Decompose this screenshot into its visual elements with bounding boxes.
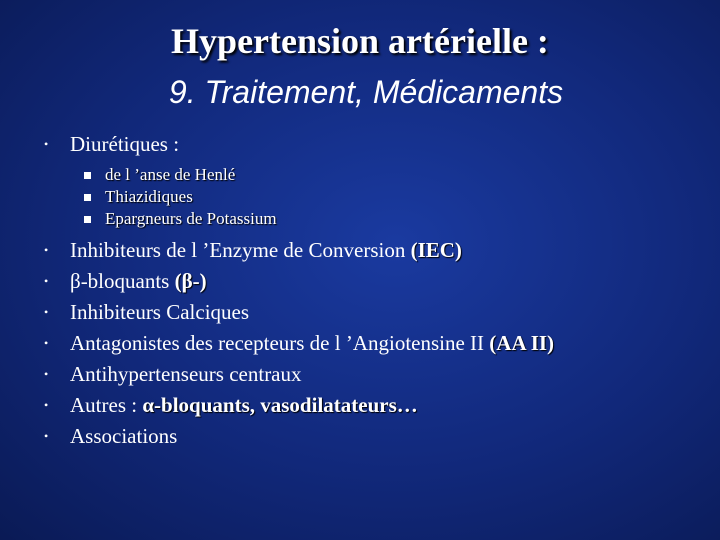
list-item-text: Diurétiques :	[70, 132, 180, 156]
list-item-calciques	[44, 297, 694, 328]
list-item-beta-bloquants	[44, 266, 694, 297]
bullet-icon: •	[44, 429, 49, 443]
list-item-text: Inhibiteurs Calciques	[70, 300, 250, 324]
list-item-text: Autres :	[70, 393, 143, 417]
list-item-emphasis: α-bloquants, vasodilatateurs…	[142, 393, 418, 417]
square-bullet-icon	[84, 216, 91, 223]
list-item-prefix: β	[70, 269, 81, 293]
list-item-autres	[44, 390, 694, 421]
sub-list	[84, 164, 694, 230]
bullet-icon: •	[44, 398, 49, 412]
bullet-list	[44, 129, 694, 452]
bullet-icon: •	[44, 137, 49, 151]
list-item-associations	[44, 421, 694, 452]
bullet-icon: •	[44, 367, 49, 381]
sub-item-text: de l ’anse de Henlé	[105, 165, 236, 184]
bullet-icon: •	[44, 274, 49, 288]
list-item-text: Antagonistes des recepteurs de l ’Angiotensine II	[70, 331, 490, 355]
sub-item-thiazidiques	[84, 186, 694, 208]
list-item-text: Antihypertenseurs centraux	[70, 362, 302, 386]
bullet-icon: •	[44, 336, 49, 350]
list-item-centraux	[44, 359, 694, 390]
sub-item-text: Epargneurs de Potassium	[105, 209, 277, 228]
square-bullet-icon	[84, 172, 91, 179]
sub-item-anse-henle	[84, 164, 694, 186]
sub-item-text: Thiazidiques	[105, 187, 193, 206]
list-item-antagonistes	[44, 328, 694, 359]
list-item-abbrev: (β-)	[174, 269, 207, 293]
bullet-icon: •	[44, 243, 49, 257]
slide-subtitle: 9. Traitement, Médicaments	[168, 74, 564, 110]
list-item-abbrev: (AA II)	[489, 331, 555, 355]
slide-title: Hypertension artérielle :	[171, 21, 549, 61]
sub-item-epargneurs	[84, 208, 694, 230]
list-item-abbrev: (IEC)	[410, 238, 462, 262]
square-bullet-icon	[84, 194, 91, 201]
list-item-iec	[44, 235, 694, 266]
list-item-text: Inhibiteurs de l ’Enzyme de Conversion	[70, 238, 411, 262]
list-item-text: Associations	[70, 424, 178, 448]
list-item-text: -bloquants	[80, 269, 175, 293]
bullet-icon: •	[44, 305, 49, 319]
list-item-diuretiques	[44, 129, 694, 230]
